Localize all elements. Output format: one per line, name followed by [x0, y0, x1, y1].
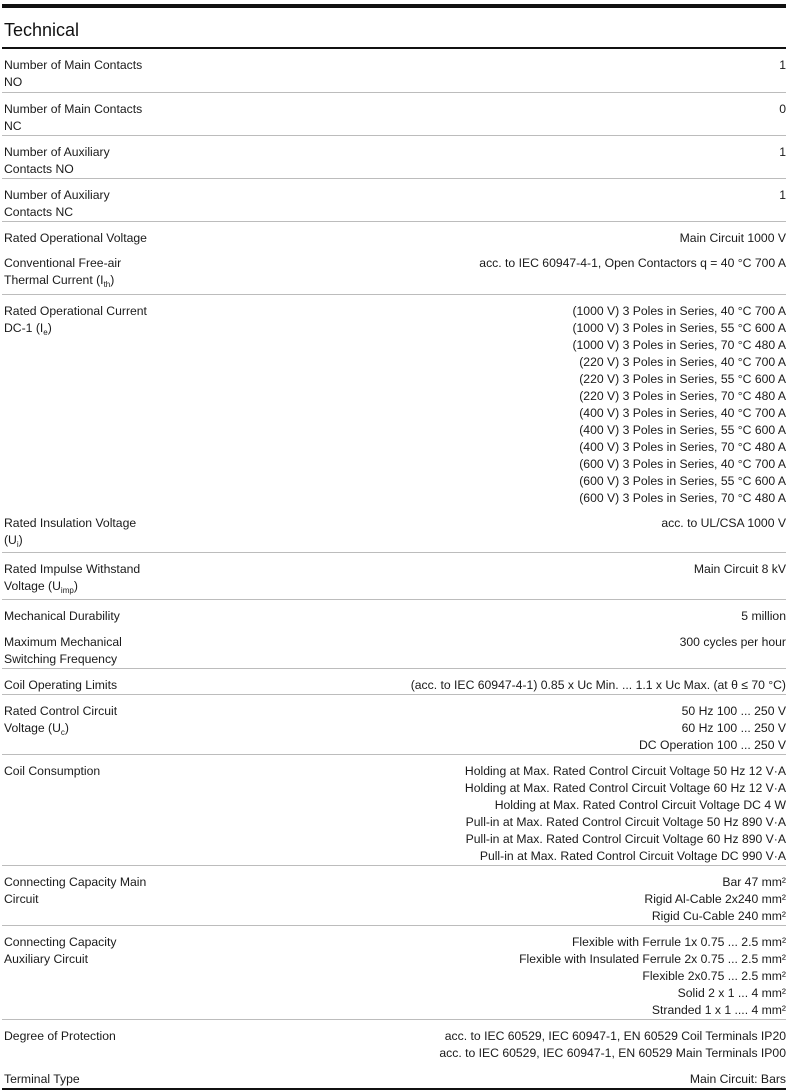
spec-label: [2, 755, 204, 866]
spec-label-line: Mechanical Durability: [4, 609, 120, 623]
spec-label-line: DC-1 $(I_e)$: [4, 320, 52, 337]
spec-value: [204, 600, 786, 626]
spec-row-terminal-type: [2, 1063, 786, 1088]
spec-value-line: Holding at Max. Rated Control Circuit Voltage 60 Hz 12 V·A: [464, 781, 786, 795]
spec-row-aux-contacts-nc: [2, 178, 786, 221]
spec-label: [2, 221, 204, 247]
spec-value-line: Main Circuit 8 kV: [693, 562, 786, 576]
spec-label-line: Number of Main Contacts: [4, 101, 143, 116]
spec-value-line: Bar 47 mm²: [722, 875, 786, 889]
spec-label-line: Auxiliary Circuit: [4, 952, 88, 966]
spec-value: [204, 92, 786, 135]
spec-value-line: acc. to IEC 60529, IEC 60947-1, EN 60529 Main Terminals IP00: [439, 1046, 786, 1060]
spec-value-line: DC Operation 100 ... 250 V: [638, 738, 786, 752]
spec-value-line: Holding at Max. Rated Control Circuit Voltage DC 4 W: [494, 798, 786, 812]
spec-label-line: Conventional Free-air: [4, 256, 122, 270]
spec-value: [204, 178, 786, 221]
spec-label-line: NO: [4, 75, 23, 89]
spec-value: [204, 669, 786, 695]
spec-row-connecting-capacity-main: [2, 866, 786, 926]
spec-value-line: 5 million: [741, 609, 786, 623]
spec-value-line: (220 V) 3 Poles in Series, 40 °C 700 A: [579, 354, 786, 369]
spec-row-rated-control-circuit-voltage: [2, 695, 786, 755]
spec-row-main-contacts-no: [2, 49, 786, 92]
spec-row-connecting-capacity-aux: [2, 926, 786, 1020]
spec-value-line: (1000 V) 3 Poles in Series, 70 °C 480 A: [572, 337, 786, 352]
spec-label-line: $(U_i)$: [4, 532, 23, 549]
spec-label-line: Thermal Current $(I_{th})$: [4, 273, 115, 289]
spec-value: [204, 247, 786, 294]
spec-value-line: Flexible with Insulated Ferrule 2x 0.75 ... 2.5 mm²: [519, 952, 786, 966]
spec-label: [2, 866, 204, 926]
spec-value-line: Stranded 1 x 1 .... 4 mm²: [651, 1003, 786, 1017]
spec-label: [2, 1020, 204, 1063]
spec-label: [2, 247, 204, 294]
spec-value-line: (600 V) 3 Poles in Series, 55 °C 600 A: [579, 473, 786, 488]
spec-label: [2, 600, 204, 626]
spec-value: [204, 626, 786, 669]
spec-value-line: (400 V) 3 Poles in Series, 40 °C 700 A: [579, 405, 786, 420]
spec-label: [2, 553, 204, 600]
spec-label: [2, 695, 204, 755]
spec-label-line: Number of Auxiliary: [4, 187, 110, 202]
spec-label: [2, 92, 204, 135]
spec-label: [2, 626, 204, 669]
spec-value: [204, 926, 786, 1020]
spec-label-line: Contacts NO: [4, 161, 74, 176]
spec-row-rated-impulse-withstand: [2, 553, 786, 600]
spec-value-line: Rigid Al-Cable 2x240 mm²: [644, 892, 786, 906]
spec-value: [204, 553, 786, 600]
spec-label-line: Circuit: [4, 892, 39, 906]
spec-label-line: NC: [4, 118, 22, 133]
spec-row-rated-insulation-voltage: [2, 507, 786, 553]
spec-value: [204, 695, 786, 755]
spec-value-line: Flexible 2x0.75 ... 2.5 mm²: [642, 969, 786, 983]
spec-value: [204, 755, 786, 866]
spec-value-line: acc. to IEC 60529, IEC 60947-1, EN 60529 Coil Terminals IP20: [444, 1029, 786, 1043]
spec-value: [204, 135, 786, 178]
spec-label-line: Number of Main Contacts: [4, 58, 143, 72]
spec-value-line: (acc. to IEC 60947-4-1) 0.85 x Uc Min. ... 1.1 x Uc Max. (at θ ≤ 70 °C): [410, 678, 786, 692]
bottom-rule: [2, 1088, 786, 1090]
spec-row-rated-operational-voltage: [2, 221, 786, 247]
spec-value: [204, 1020, 786, 1063]
spec-value-line: Flexible with Ferrule 1x 0.75 ... 2.5 mm²: [571, 935, 786, 949]
spec-label-line: Rated Control Circuit: [4, 704, 118, 718]
spec-label: [2, 135, 204, 178]
spec-row-degree-of-protection: [2, 1020, 786, 1063]
spec-value-line: Pull-in at Max. Rated Control Circuit Voltage 50 Hz 890 V·A: [465, 815, 786, 829]
spec-label-line: Connecting Capacity Main: [4, 875, 147, 889]
spec-value-line: (400 V) 3 Poles in Series, 55 °C 600 A: [579, 422, 786, 437]
spec-label-line: Maximum Mechanical: [4, 634, 122, 649]
spec-value: [204, 49, 786, 92]
spec-row-mechanical-durability: [2, 600, 786, 626]
spec-row-coil-operating-limits: [2, 669, 786, 695]
spec-label-line: Rated Insulation Voltage: [4, 515, 137, 530]
section-title: Technical: [4, 20, 80, 40]
spec-value-line: (600 V) 3 Poles in Series, 70 °C 480 A: [579, 490, 786, 505]
spec-value-line: (400 V) 3 Poles in Series, 70 °C 480 A: [579, 439, 786, 454]
spec-value: [204, 294, 786, 507]
spec-value-line: Pull-in at Max. Rated Control Circuit Voltage 60 Hz 890 V·A: [465, 832, 786, 846]
spec-value-line: 0: [779, 101, 786, 116]
spec-value-line: (220 V) 3 Poles in Series, 55 °C 600 A: [579, 371, 786, 386]
spec-value: [204, 1063, 786, 1088]
spec-label-line: Rated Operational Current: [4, 303, 147, 318]
spec-value-line: 50 Hz 100 ... 250 V: [681, 704, 786, 718]
spec-value-line: (600 V) 3 Poles in Series, 40 °C 700 A: [579, 456, 786, 471]
spec-value-line: Main Circuit 1000 V: [679, 230, 786, 245]
spec-label-line: Rated Operational Voltage: [4, 230, 147, 245]
spec-value-line: Holding at Max. Rated Control Circuit Voltage 50 Hz 12 V·A: [464, 764, 786, 778]
spec-row-coil-consumption: [2, 755, 786, 866]
spec-label-line: Contacts NC: [4, 204, 74, 219]
spec-row-conventional-thermal-current: [2, 247, 786, 294]
spec-label-line: Terminal Type: [4, 1071, 80, 1086]
spec-value-line: 60 Hz 100 ... 250 V: [681, 721, 786, 735]
spec-label: [2, 669, 204, 695]
spec-row-main-contacts-nc: [2, 92, 786, 135]
spec-label: [2, 507, 204, 553]
spec-value-line: 300 cycles per hour: [679, 634, 786, 649]
spec-value-line: acc. to UL/CSA 1000 V: [661, 515, 786, 530]
spec-label-line: Rated Impulse Withstand: [4, 562, 141, 576]
spec-label-line: Coil Consumption: [4, 764, 101, 778]
technical-spec-page: [2, 4, 786, 1090]
spec-value-line: acc. to IEC 60947-4-1, Open Contactors q = 40 °C 700 A: [479, 256, 786, 270]
spec-value-line: 1: [779, 144, 786, 159]
spec-value-line: 1: [779, 187, 786, 202]
spec-value-line: 1: [779, 58, 786, 72]
spec-label-line: Voltage $(U_{imp})$: [4, 579, 78, 595]
spec-value-line: (1000 V) 3 Poles in Series, 40 °C 700 A: [572, 303, 786, 318]
spec-label: [2, 49, 204, 92]
spec-label-line: Coil Operating Limits: [4, 678, 118, 692]
spec-label: [2, 926, 204, 1020]
spec-value-line: Rigid Cu-Cable 240 mm²: [651, 909, 786, 923]
spec-label-line: Number of Auxiliary: [4, 144, 110, 159]
spec-label: [2, 294, 204, 507]
spec-value: [204, 866, 786, 926]
spec-label: [2, 1063, 204, 1088]
spec-value: [204, 221, 786, 247]
spec-value: [204, 507, 786, 553]
spec-value-line: (220 V) 3 Poles in Series, 70 °C 480 A: [579, 388, 786, 403]
spec-label-line: Degree of Protection: [4, 1029, 116, 1043]
spec-label-line: Voltage $(U_c)$: [4, 721, 69, 737]
spec-value-line: Pull-in at Max. Rated Control Circuit Voltage DC 990 V·A: [479, 849, 786, 863]
spec-row-aux-contacts-no: [2, 135, 786, 178]
spec-value-line: (1000 V) 3 Poles in Series, 55 °C 600 A: [572, 320, 786, 335]
spec-label-line: Switching Frequency: [4, 651, 118, 666]
spec-label-line: Connecting Capacity: [4, 935, 117, 949]
spec-row-max-mechanical-switching-frequency: [2, 626, 786, 669]
spec-row-rated-operational-current: [2, 294, 786, 507]
spec-label: [2, 178, 204, 221]
spec-value-line: Solid 2 x 1 ... 4 mm²: [677, 986, 786, 1000]
spec-value-line: Main Circuit: Bars: [689, 1071, 786, 1086]
spec-table: [2, 49, 786, 1088]
